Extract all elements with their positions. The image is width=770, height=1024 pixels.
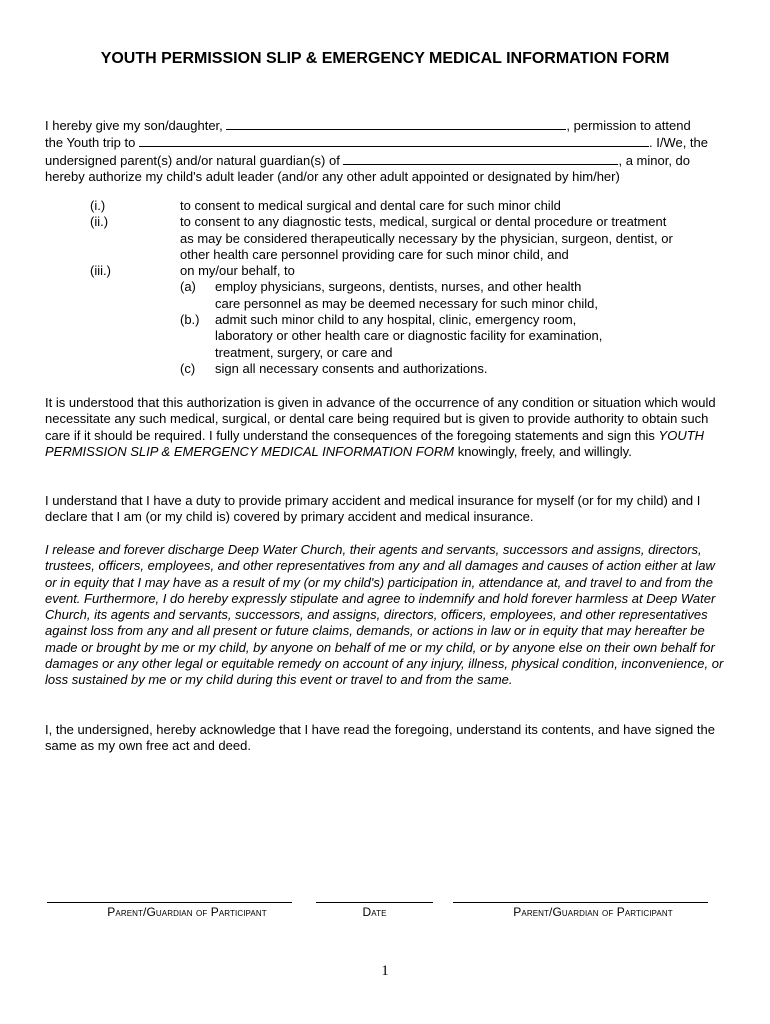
intro-line1-end: , permission to attend: [566, 118, 691, 133]
intro-paragraph: [45, 117, 725, 185]
insurance-paragraph: I understand that I have a duty to provide primary accident and medical insurance for myself (or for my child) and I declare that I am (or my child is) covered by primary accident and medical insurance.: [45, 493, 701, 525]
list-item: (i.) to consent to medical surgical and dental care for such minor child: [90, 198, 561, 213]
list-item: (ii.) to consent to any diagnostic tests, medical, surgical or dental procedure or treatment: [90, 214, 667, 230]
parent-signature-line-1[interactable]: [47, 902, 292, 903]
sub-list-item-continuation: care personnel as may be deemed necessary for such minor child,: [215, 295, 598, 311]
release-paragraph: I release and forever discharge Deep Water Church, their agents and servants, successors and assigns, directors, trustees, officers, employees, and other representatives from any and all damages and causes of action either at law or in equity that I may have as a result of my (or my child's) participation in, attendance at, and travel to and from the event. Furthermore, I do hereby expressly stipulate and agree to indemnify and hold forever harmless at Deep Water Church, its agents and servants, successors, and assigns, directors, officers, employees, and other representatives against loss from any and all present or future claims, demands, or actions in law or in equity that may hereafter be made or brought by me or my child, by anyone on behalf of me or my child, or by anyone else on their own behalf for damages or any other legal or equitable remedy on account of any injury, illness, physical condition, inconvenience, or loss sustained by me or my child during this event or travel to and from the same.: [45, 542, 724, 688]
form-name-italic: YOUTH PERMISSION SLIP & EMERGENCY MEDICAL INFORMATION FORM: [45, 427, 705, 459]
list-item: (iii.) on my/our behalf, to: [90, 263, 295, 279]
sub-list-item: (b.) admit such minor child to any hospital, clinic, emergency room,: [180, 312, 577, 328]
intro-line1-start: I hereby give my son/daughter,: [45, 118, 223, 133]
understanding-paragraph: It is understood that this authorization is given in advance of the occurrence of any condition or situation which would necessitate any such medical, surgical, or dental care being required but is given to provide authority to obtain such care if it should be required. I fully understand the consequences of the foregoing statements and sign this YOUTH PERMISSION SLIP & EMERGENCY MEDICAL INFORMATION FORM knowingly, freely, and willingly.: [45, 395, 716, 459]
sub-list-item: (c) sign all necessary consents and authorizations.: [180, 360, 488, 376]
child-name-blank[interactable]: [226, 117, 566, 130]
list-item-continuation: as may be considered therapeutically necessary by the physician, surgeon, dentist, or: [180, 230, 673, 246]
parent-signature-line-2[interactable]: [453, 902, 708, 903]
parent-signature-label-1: Parent/Guardian of Participant: [107, 905, 267, 919]
intro-line2-start: the Youth trip to: [45, 135, 136, 151]
sub-list-item-continuation: laboratory or other health care or diagnostic facility for examination,: [215, 328, 603, 344]
trip-destination-blank[interactable]: [139, 134, 649, 147]
sub-list-item: (a) employ physicians, surgeons, dentists, nurses, and other health: [180, 279, 582, 295]
authorization-list: [45, 198, 725, 377]
form-title: YOUTH PERMISSION SLIP & EMERGENCY MEDICAL INFORMATION FORM: [100, 50, 670, 67]
date-label: Date: [362, 905, 387, 919]
page-number: 1: [381, 963, 389, 979]
parent-signature-label-2: Parent/Guardian of Participant: [513, 905, 673, 919]
sub-list-item-continuation: treatment, surgery, or care and: [215, 344, 393, 360]
date-line[interactable]: [316, 902, 433, 903]
intro-line4: hereby authorize my child's adult leader (and/or any other adult appointed or designated by him/her): [45, 168, 620, 184]
intro-line3-start: undersigned parent(s) and/or natural guardian(s) of: [45, 152, 340, 168]
intro-line2-end: . I/We, the: [648, 135, 708, 151]
list-item-continuation: other health care personnel providing care for such minor child, and: [180, 246, 569, 262]
acknowledgement-paragraph: I, the undersigned, hereby acknowledge that I have read the foregoing, understand its contents, and have signed the same as my own free act and deed.: [45, 722, 715, 754]
intro-line3-end: , a minor, do: [618, 152, 691, 168]
minor-name-blank[interactable]: [343, 152, 618, 165]
